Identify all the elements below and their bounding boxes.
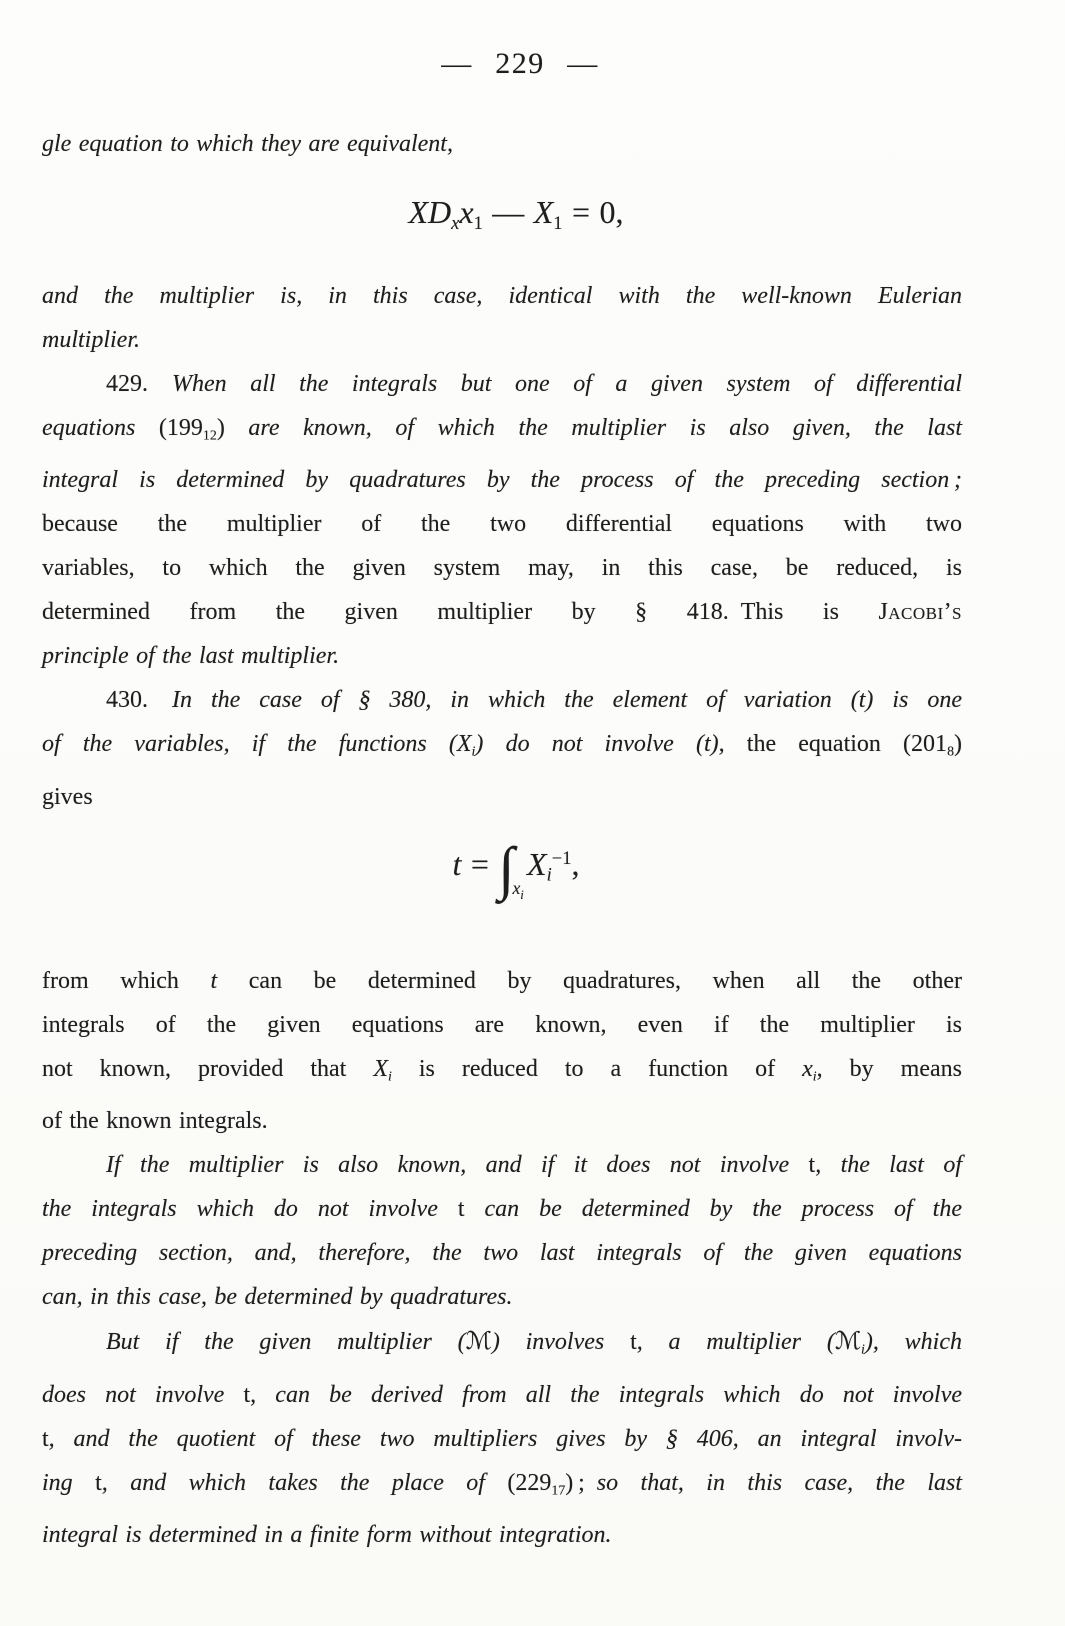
text-run: ), which — [864, 1329, 962, 1356]
text-line — [42, 1003, 962, 1047]
text-run: gives — [42, 783, 93, 810]
text-line — [42, 722, 962, 774]
text-run: = 0, — [562, 194, 624, 230]
text-run: ) involves — [491, 1329, 631, 1356]
text-run: , can be derived from all the integrals which do not involve — [250, 1381, 962, 1408]
text-run: , by means — [816, 1055, 962, 1082]
text-run: X — [456, 731, 472, 758]
text-run: ) — [954, 731, 963, 758]
text-line — [42, 1143, 962, 1187]
text-run: ∫ — [498, 834, 515, 901]
text-run: x — [802, 1055, 813, 1082]
text-run: XD — [408, 194, 452, 230]
text-run — [729, 599, 741, 625]
text-line — [42, 1099, 962, 1143]
text-run: x — [512, 877, 521, 898]
text-run: not known, provided that — [42, 1055, 374, 1082]
text-run: variables, to which the given system may, in this case, be reduced, is — [42, 555, 962, 582]
text-run: (199 — [158, 414, 203, 441]
text-run: , a multiplier ( — [636, 1329, 835, 1356]
paragraph — [42, 678, 962, 818]
text-run: 430. — [106, 687, 148, 714]
text-run: is reduced to a function of — [391, 1055, 803, 1082]
text-line — [42, 406, 962, 458]
text-run: i — [812, 1069, 817, 1085]
text-run: If the multiplier is also known, and if it does not involve — [106, 1152, 809, 1179]
text-line — [42, 1187, 962, 1231]
text-run: 12 — [202, 428, 217, 444]
text-run: t — [42, 1425, 49, 1452]
text-line — [42, 458, 962, 502]
text-run: from which — [42, 967, 211, 994]
text-line — [42, 122, 962, 166]
text-run: t — [808, 1152, 816, 1179]
text-line — [42, 1373, 962, 1417]
text-line — [42, 274, 962, 318]
text-run: , the last of — [815, 1152, 962, 1179]
paragraph — [42, 122, 962, 166]
text-run: ℳ — [834, 1326, 861, 1356]
text-line — [42, 1513, 962, 1557]
text-run: integral is determined by quadratures by the process of the preceding section ; — [42, 467, 962, 494]
text-run: −1 — [551, 847, 572, 869]
text-run: equations — [42, 414, 159, 441]
text-line — [42, 1275, 962, 1319]
text-run: can be determined by the process of the — [464, 1196, 962, 1223]
paragraph — [42, 362, 962, 678]
text-line — [42, 959, 962, 1003]
text-run: because the multiplier of the two differential equations with two — [42, 511, 962, 538]
text-run: determined from the given multiplier by § 418. — [42, 599, 729, 626]
document-content — [42, 122, 962, 1557]
text-run: ℳ — [465, 1326, 492, 1356]
equation — [42, 834, 962, 917]
text-run: the equation (201 — [724, 731, 948, 758]
text-run: ) do not involve (t), — [475, 731, 725, 758]
text-run: x — [451, 212, 460, 234]
text-run: i — [520, 887, 524, 902]
text-run: , — [571, 845, 580, 882]
text-run: can, in this case, be determined by quadratures. — [42, 1284, 513, 1311]
text-line — [42, 678, 962, 722]
paragraph — [42, 1143, 962, 1319]
text-run: i — [471, 744, 476, 760]
text-run: multiplier. — [42, 326, 141, 353]
text-run: i — [546, 864, 552, 886]
text-run: Jacobi’s — [878, 599, 962, 626]
text-run: integrals of the given equations are known, even if the multiplier is — [42, 1011, 962, 1038]
text-run — [148, 371, 172, 397]
text-line — [42, 1231, 962, 1275]
text-run: are known, of which the multiplier is also given, the last — [224, 414, 962, 441]
text-run: i — [387, 1069, 392, 1085]
text-run: t — [452, 845, 462, 882]
text-run: (229 — [507, 1469, 552, 1496]
text-run: ) — [216, 414, 225, 441]
paragraph — [42, 959, 962, 1143]
text-run: the integrals which do not involve — [42, 1196, 458, 1223]
text-run: gle equation to which they are equivalent, — [42, 131, 453, 157]
text-run: X — [527, 845, 547, 882]
page-number: — 229 — — [441, 47, 599, 80]
text-run: This is — [740, 599, 879, 626]
text-line — [42, 546, 962, 590]
text-run: i — [860, 1342, 865, 1358]
text-run: X — [533, 194, 554, 230]
text-run: , and the quotient of these two multipliers gives by § 406, an integral involv- — [48, 1425, 962, 1452]
text-run: In the case of § 380, in which the element of variation (t) is one — [172, 687, 962, 714]
text-run: so that, in this case, the last — [584, 1469, 962, 1496]
text-line — [42, 634, 962, 678]
text-run: preceding section, and, therefore, the two last integrals of the given equations — [42, 1240, 962, 1267]
text-run: of the known integrals. — [42, 1108, 268, 1135]
paragraph — [42, 274, 962, 362]
text-line — [42, 502, 962, 546]
text-run — [148, 687, 172, 713]
text-line — [42, 362, 962, 406]
text-run: ing — [42, 1469, 96, 1496]
text-run: When all the integrals but one of a given system of differential — [172, 370, 962, 397]
text-run: — — [482, 194, 534, 230]
text-line — [42, 1461, 962, 1513]
text-run: X — [373, 1055, 388, 1082]
text-line — [42, 1319, 962, 1372]
text-run: 1 — [473, 212, 483, 234]
text-run: can be determined by quadratures, when all the other — [217, 967, 962, 994]
text-run: 17 — [551, 1483, 566, 1499]
text-run: 429. — [106, 370, 148, 397]
text-run: and the multiplier is, in this case, identical with the well-known Eulerian — [42, 282, 962, 309]
equation — [42, 190, 962, 246]
text-run: ) ; — [565, 1469, 585, 1496]
text-run: But if the given multiplier ( — [106, 1329, 466, 1356]
text-line — [42, 1417, 962, 1461]
text-line — [42, 590, 962, 634]
text-line — [42, 1047, 962, 1099]
text-run: principle of the last multiplier. — [42, 643, 340, 670]
text-run: t — [243, 1381, 251, 1408]
text-run: , and which takes the place of — [101, 1469, 508, 1496]
text-run: t — [630, 1329, 637, 1356]
text-run: integral is determined in a finite form without integration. — [42, 1522, 612, 1549]
text-run: 1 — [553, 212, 563, 234]
text-run: of the variables, if the functions ( — [42, 731, 457, 758]
text-run: 8 — [947, 744, 955, 760]
text-run: t — [210, 967, 218, 994]
text-line — [42, 775, 962, 819]
text-run: t — [457, 1196, 465, 1223]
text-line — [42, 318, 962, 362]
text-run: = — [461, 845, 499, 882]
paragraph — [42, 1319, 962, 1557]
text-run: does not involve — [42, 1381, 244, 1408]
text-run: x — [459, 194, 474, 230]
text-run: t — [95, 1469, 102, 1496]
